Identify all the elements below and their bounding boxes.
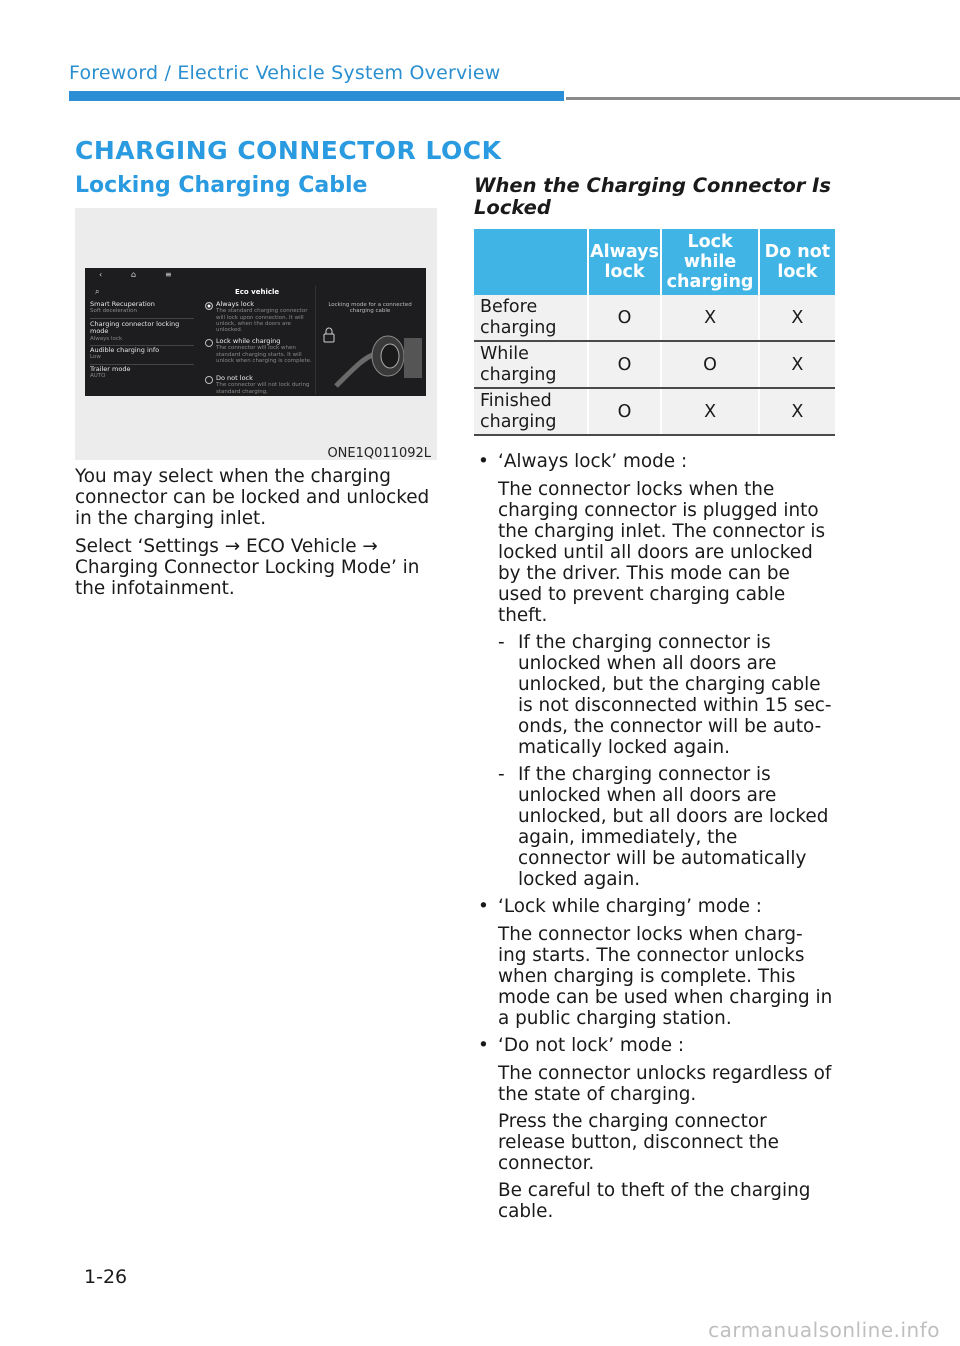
table-row bbox=[474, 295, 835, 341]
bullet-title: ‘Do not lock’ mode : bbox=[498, 1035, 685, 1056]
radio-do-not-lock[interactable] bbox=[205, 376, 213, 384]
table-header-cell: Always lock bbox=[588, 229, 662, 295]
option-title: Lock while charging bbox=[216, 337, 281, 345]
menu-item-title: Trailer mode bbox=[90, 365, 131, 373]
bullet-paragraph: The connector locks when the charging connector is plugged into the charging inlet. The connector is locked until all doors are unlocked by the driver. This mode can be used to prevent charging cable theft. bbox=[498, 479, 826, 626]
table-row bbox=[474, 388, 835, 435]
bullet-paragraph: The connector unlocks regardless of the state of charging. bbox=[498, 1063, 832, 1105]
bullet-icon: • bbox=[478, 896, 489, 917]
row-label: Finished charging bbox=[474, 388, 588, 435]
menu-item-connector-locking[interactable] bbox=[90, 321, 194, 342]
table-cell: O bbox=[661, 341, 758, 388]
row-label: While charging bbox=[474, 341, 588, 388]
divider bbox=[90, 318, 194, 319]
bullet-lock-while-charging bbox=[474, 896, 834, 917]
bullet-paragraph: The connector locks when charg- ing starts. The connector unlocks when charging is complete. This mode can be used when charging in a public charging station. bbox=[498, 924, 833, 1029]
table-row bbox=[474, 341, 835, 388]
dash-item bbox=[474, 764, 834, 890]
radio-always-lock[interactable] bbox=[205, 302, 213, 310]
breadcrumb: Foreword / Electric Vehicle System Overview bbox=[69, 62, 501, 84]
connector-panel bbox=[315, 286, 424, 394]
page-number: 1-26 bbox=[84, 1266, 128, 1288]
infotainment-screen bbox=[85, 268, 426, 396]
menu-item-title: Smart Recuperation bbox=[90, 300, 155, 308]
menu-item-title: Charging connector locking mode bbox=[90, 320, 180, 336]
option-do-not-lock[interactable] bbox=[216, 375, 316, 395]
table-header-row bbox=[474, 229, 835, 295]
screen-title: Eco vehicle bbox=[235, 288, 280, 296]
watermark: carmanualsonline.info bbox=[708, 1318, 940, 1342]
option-always-lock[interactable] bbox=[216, 301, 316, 334]
menu-item-value: Soft deceleration bbox=[90, 308, 137, 315]
table-cell: O bbox=[588, 295, 662, 341]
menu-item-title: Audible charging info bbox=[90, 346, 160, 354]
bullet-icon: • bbox=[478, 451, 489, 472]
table-header-cell: Lock while charging bbox=[661, 229, 758, 295]
table-cell: X bbox=[661, 388, 758, 435]
option-description: The connector will lock when standard charging starts. It will unlock when charging is complete. bbox=[216, 345, 312, 365]
bullet-title: ‘Always lock’ mode : bbox=[498, 451, 688, 472]
dash-icon: - bbox=[498, 632, 505, 653]
bullet-always-lock bbox=[474, 451, 834, 472]
header-rule-accent bbox=[69, 91, 564, 101]
menu-item-audible-charging[interactable] bbox=[90, 347, 194, 361]
home-icon: ⌂ bbox=[131, 270, 137, 279]
bullet-paragraph: Be careful to theft of the charging cable. bbox=[498, 1180, 811, 1222]
subsection-title: Locking Charging Cable bbox=[75, 173, 368, 198]
search-icon: ⌕ bbox=[95, 287, 100, 296]
option-title: Do not lock bbox=[216, 374, 253, 382]
back-icon: ‹ bbox=[99, 270, 103, 279]
table-cell: O bbox=[588, 341, 662, 388]
paragraph: You may select when the charging connector can be locked and unlocked in the charging inlet. bbox=[75, 466, 430, 529]
menu-item-trailer-mode[interactable] bbox=[90, 366, 194, 380]
menu-item-value: AUTO bbox=[90, 373, 106, 380]
radio-lock-while-charging[interactable] bbox=[205, 339, 213, 347]
mode-descriptions bbox=[474, 451, 834, 1228]
table-header-cell bbox=[474, 229, 588, 295]
subsection-title: When the Charging Connector Is Locked bbox=[474, 174, 831, 219]
paragraph: Select ‘Settings → ECO Vehicle → Charging Connector Locking Mode’ in the infotainment. bbox=[75, 536, 420, 599]
menu-icon: ≡ bbox=[165, 270, 172, 279]
dash-text: If the charging connector is unlocked when all doors are unlocked, but all doors are locked again, immediately, the connector will be automatically locked again. bbox=[518, 764, 829, 890]
bullet-title: ‘Lock while charging’ mode : bbox=[498, 896, 762, 917]
menu-item-value: Always lock bbox=[90, 335, 123, 342]
dash-icon: - bbox=[498, 764, 505, 785]
table-cell: X bbox=[759, 341, 835, 388]
charging-plug-icon bbox=[336, 336, 422, 386]
dash-item bbox=[474, 632, 834, 758]
panel-caption: Locking mode for a connected charging cable bbox=[328, 302, 412, 315]
charging-connector-illustration bbox=[316, 286, 424, 394]
table-cell: X bbox=[759, 295, 835, 341]
option-title: Always lock bbox=[216, 300, 254, 308]
row-label: Before charging bbox=[474, 295, 588, 341]
dash-text: If the charging connector is unlocked when all doors are unlocked, but the charging cable is not disconnected within 15 sec- onds, the connector will be auto- matically locked again. bbox=[518, 632, 832, 758]
table-cell: O bbox=[588, 388, 662, 435]
section-title: CHARGING CONNECTOR LOCK bbox=[75, 136, 502, 165]
figure-caption: ONE1Q011092L bbox=[327, 446, 431, 461]
menu-item-smart-recuperation[interactable] bbox=[90, 301, 194, 315]
left-body bbox=[75, 466, 440, 606]
infotainment-figure bbox=[75, 208, 437, 460]
table-cell: X bbox=[661, 295, 758, 341]
bullet-icon: • bbox=[478, 1035, 489, 1056]
lock-mode-table bbox=[474, 229, 835, 436]
menu-item-value: Low bbox=[90, 354, 101, 361]
option-description: The standard charging connector will lock upon connection. It will unlock, when the doors are unlocked. bbox=[216, 308, 308, 334]
option-lock-while-charging[interactable] bbox=[216, 338, 316, 364]
bullet-paragraph: Press the charging connector release button, disconnect the connector. bbox=[498, 1111, 779, 1174]
bullet-do-not-lock bbox=[474, 1035, 834, 1056]
option-description: The connector will not lock during standard charging. bbox=[216, 382, 310, 395]
header-rule bbox=[566, 97, 960, 100]
table-header-cell: Do not lock bbox=[759, 229, 835, 295]
lock-icon bbox=[324, 328, 334, 342]
table-cell: X bbox=[759, 388, 835, 435]
